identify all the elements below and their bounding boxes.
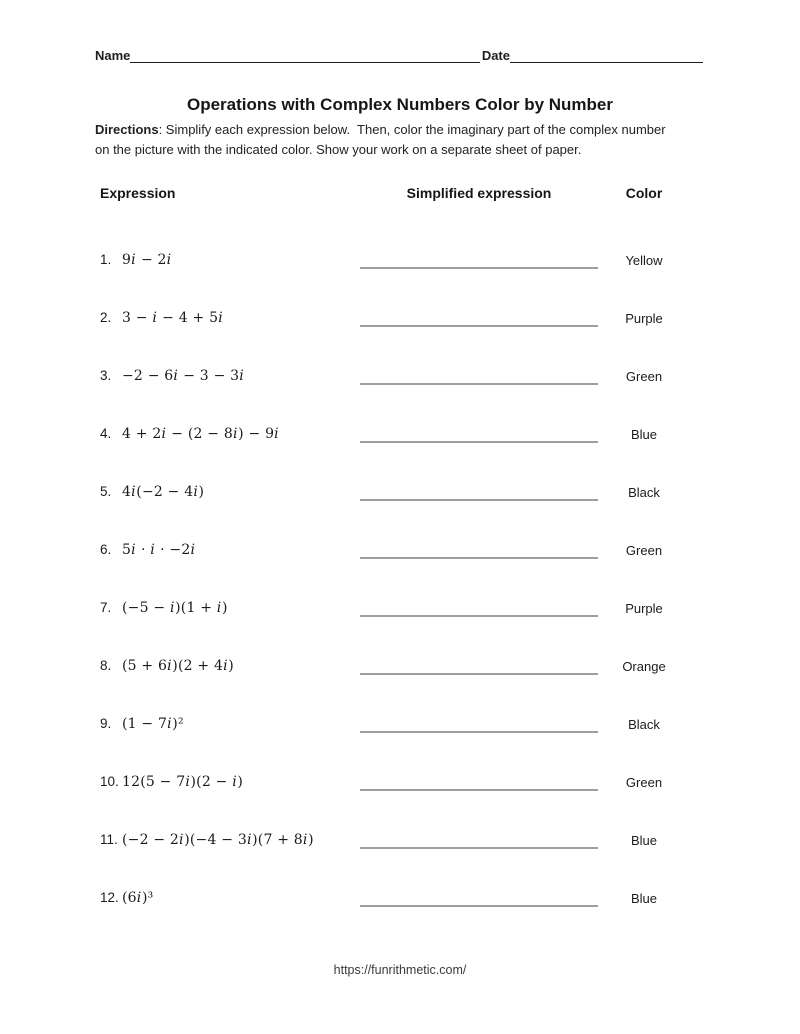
- expression-cell: [100, 832, 360, 848]
- table-row: [0, 579, 800, 637]
- expression-cell: [100, 310, 360, 326]
- table-header-row: [0, 185, 800, 201]
- name-date-header: [95, 46, 703, 63]
- color-label: Orange: [622, 658, 666, 674]
- table-row: [0, 637, 800, 695]
- color-label: Green: [625, 774, 663, 790]
- directions: [95, 119, 670, 160]
- expression-cell: [100, 484, 360, 500]
- answer-blank-line[interactable]: [360, 789, 598, 791]
- table-row: [0, 347, 800, 405]
- expression-cell: [100, 600, 360, 616]
- answer-blank-line[interactable]: [360, 383, 598, 385]
- expression-text: (5 + 6i)(2 + 4i): [122, 658, 234, 674]
- table-row: [0, 811, 800, 869]
- problem-number: 9.: [100, 716, 112, 731]
- table-row: [0, 231, 800, 289]
- expression-cell: [100, 426, 360, 442]
- answer-blank-line[interactable]: [360, 441, 598, 443]
- table-row: [0, 521, 800, 579]
- problem-list: [0, 231, 800, 927]
- color-label: Black: [628, 484, 660, 500]
- expression-text: 12(5 − 7i)(2 − i): [122, 774, 244, 790]
- table-row: [0, 463, 800, 521]
- name-label: Name: [95, 48, 131, 63]
- problem-number: 4.: [100, 426, 112, 441]
- problem-number: 8.: [100, 658, 112, 673]
- color-label: Blue: [630, 832, 658, 848]
- color-label: Blue: [630, 890, 658, 906]
- table-row: [0, 289, 800, 347]
- color-label: Green: [625, 542, 663, 558]
- footer-url[interactable]: https://funrithmetic.com/: [333, 963, 467, 977]
- expression-text: (6i)³: [122, 890, 154, 906]
- color-label: Purple: [625, 310, 663, 326]
- problem-number: 3.: [100, 368, 112, 383]
- directions-text: : Simplify each expression below. Then, color the imaginary part of the complex number on the picture with the indicated color. Show your work on a separate sheet of paper.: [95, 122, 670, 157]
- color-label: Purple: [625, 600, 663, 616]
- color-label: Black: [628, 716, 660, 732]
- expression-cell: [100, 890, 360, 906]
- answer-blank-line[interactable]: [360, 267, 598, 269]
- expression-cell: [100, 252, 360, 268]
- color-label: Green: [625, 368, 663, 384]
- problem-number: 12.: [100, 890, 119, 905]
- answer-blank-line[interactable]: [360, 731, 598, 733]
- expression-cell: [100, 368, 360, 384]
- column-header-color: Color: [625, 185, 663, 201]
- expression-text: 9i − 2i: [122, 252, 172, 268]
- footer: [0, 963, 800, 977]
- color-label: Yellow: [625, 252, 663, 268]
- answer-blank-line[interactable]: [360, 557, 598, 559]
- expression-cell: [100, 716, 360, 732]
- expression-cell: [100, 774, 360, 790]
- expression-text: 4i(−2 − 4i): [122, 484, 205, 500]
- name-blank-line[interactable]: [130, 46, 479, 63]
- answer-blank-line[interactable]: [360, 325, 598, 327]
- directions-label: Directions: [95, 122, 159, 137]
- date-blank-line[interactable]: [510, 46, 703, 63]
- page-title: Operations with Complex Numbers Color by Number: [186, 95, 613, 114]
- expression-text: (−2 − 2i)(−4 − 3i)(7 + 8i): [122, 832, 314, 848]
- expression-text: 5i · i · −2i: [122, 542, 196, 558]
- date-label: Date: [481, 48, 510, 63]
- table-row: [0, 753, 800, 811]
- problem-number: 7.: [100, 600, 112, 615]
- expression-text: 4 + 2i − (2 − 8i) − 9i: [122, 426, 279, 442]
- expression-text: 3 − i − 4 + 5i: [122, 310, 223, 326]
- expression-cell: [100, 542, 360, 558]
- expression-cell: [100, 658, 360, 674]
- answer-blank-line[interactable]: [360, 615, 598, 617]
- table-row: [0, 695, 800, 753]
- problem-number: 5.: [100, 484, 112, 499]
- expression-text: −2 − 6i − 3 − 3i: [122, 368, 244, 384]
- color-label: Blue: [630, 426, 658, 442]
- expression-text: (1 − 7i)²: [122, 716, 184, 732]
- table-row: [0, 405, 800, 463]
- expression-text: (−5 − i)(1 + i): [122, 600, 228, 616]
- table-row: [0, 869, 800, 927]
- problem-number: 11.: [100, 832, 118, 847]
- column-header-simplified: Simplified expression: [406, 185, 552, 201]
- problem-number: 1.: [100, 252, 112, 267]
- answer-blank-line[interactable]: [360, 847, 598, 849]
- answer-blank-line[interactable]: [360, 905, 598, 907]
- answer-blank-line[interactable]: [360, 673, 598, 675]
- problem-number: 6.: [100, 542, 112, 557]
- problem-number: 2.: [100, 310, 112, 325]
- problem-number: 10.: [100, 774, 119, 789]
- answer-blank-line[interactable]: [360, 499, 598, 501]
- column-header-expression: Expression: [100, 185, 176, 201]
